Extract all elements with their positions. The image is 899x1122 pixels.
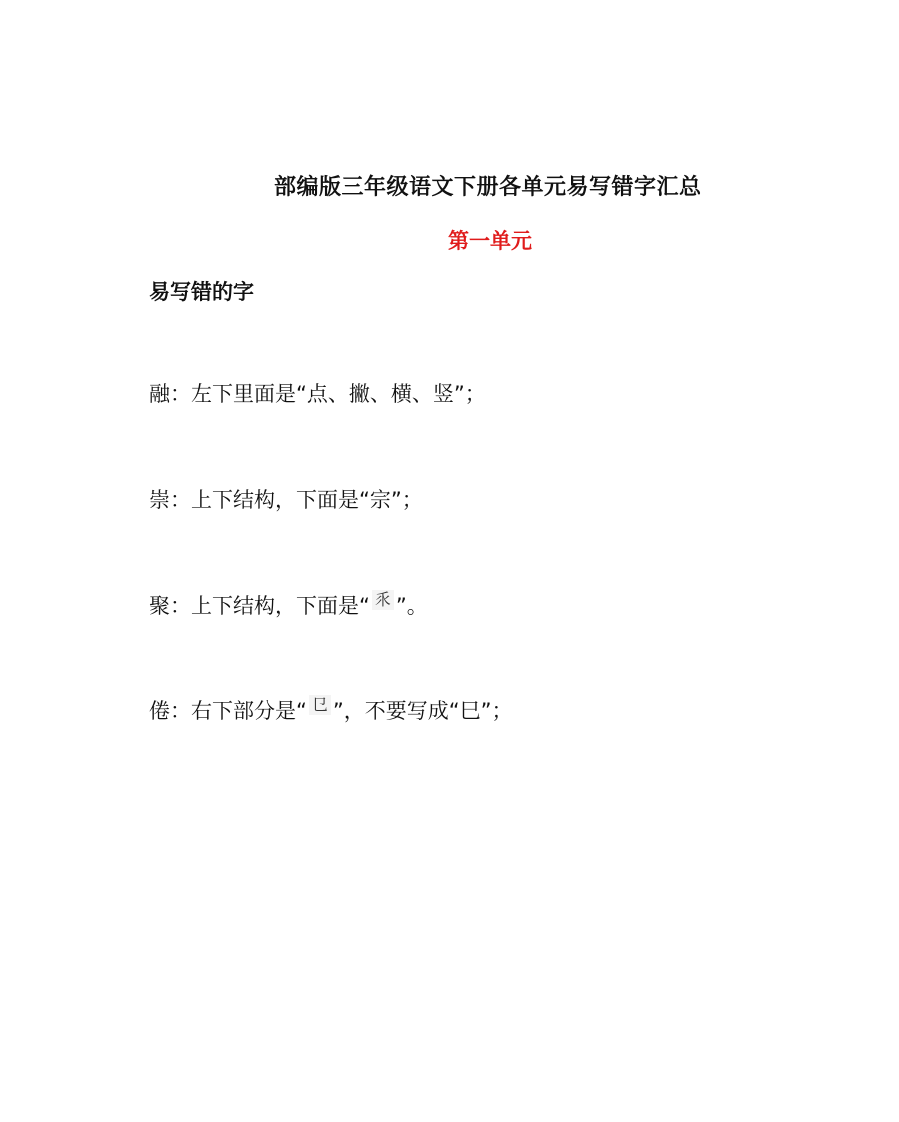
- entry-rong: [149, 378, 486, 409]
- entry-note: ：左下里面是“点、撇、横、竖”；: [170, 382, 486, 406]
- entry-note-before: ：上下结构，下面是“: [170, 594, 370, 618]
- entry-ju: [149, 590, 428, 621]
- entry-chong: [149, 484, 423, 515]
- entry-character: 倦: [149, 699, 170, 723]
- entry-character: 崇: [149, 488, 170, 512]
- entry-character: 融: [149, 382, 170, 406]
- component-glyph-image: 乑: [372, 590, 394, 610]
- section-heading: 易写错的字: [149, 280, 254, 304]
- entry-juan: [149, 695, 513, 726]
- unit-title: 第一单元: [448, 229, 532, 253]
- entry-character: 聚: [149, 594, 170, 618]
- component-glyph-image: 㔾: [309, 695, 331, 715]
- entry-note-after: ”，不要写成“巳”；: [332, 699, 513, 723]
- entry-note-after: ”。: [395, 594, 428, 618]
- document-title: 部编版三年级语文下册各单元易写错字汇总: [274, 175, 702, 200]
- entry-note-before: ：右下部分是“: [170, 699, 307, 723]
- entry-note: ：上下结构，下面是“宗”；: [170, 488, 423, 512]
